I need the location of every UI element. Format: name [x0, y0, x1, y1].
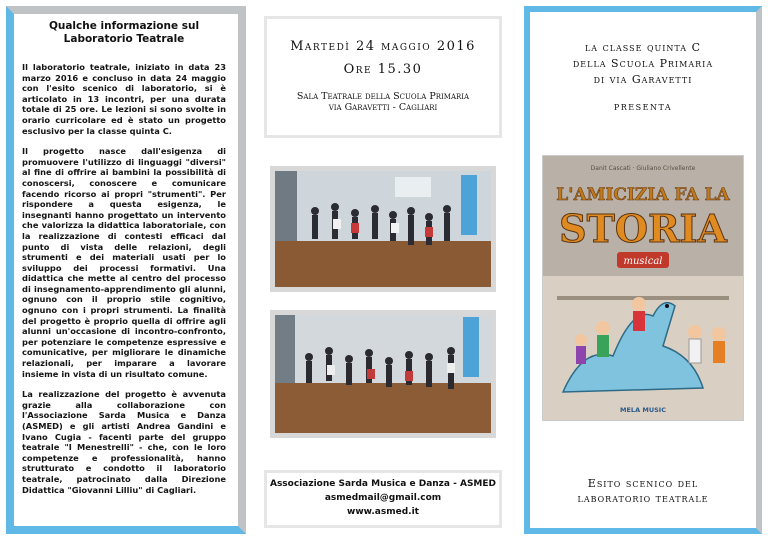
right-panel	[524, 6, 762, 534]
presenter-class: la classe quinta C della Scuola Primaria di via Garavetti	[572, 41, 714, 86]
contact-box	[264, 470, 502, 528]
paragraph-project: Il progetto nasce dall'esigenza di promuovere l'utilizzo di linguaggi "diversi" al fine di offrire ai bambini la possibilità di conoscersi, conoscere e comunicare facendo ricorso ai propri "strumenti". Per rispondere a questa esigenza, le insegnanti hanno progettato un intervento che valorizza la didattica laboratoriale, con la realizzazione di contesti efficaci dal punto di vista delle relazioni, degli strumenti e dei materiali usati per lo sviluppo dei processi formativi. Una didattica che mette al centro del processo di insegnamento-apprendimento gli alunni, ognuno con il proprio stile cognitivo, ognuno con i propri strumenti. La finalità del progetto è proprio quella di offrire agli alunni un'occasione di incontro-confronto, per potenziare le competenze espressive e comunicative, per migliorare le dinamiche relazionali, per imparare a lavorare insieme in vista di un risultato comune.	[22, 146, 226, 379]
cover-title-line2: STORIA	[559, 206, 727, 251]
workshop-photo-1-image	[275, 171, 491, 287]
workshop-photo-2-image	[275, 315, 491, 433]
left-title: Qualche informazione sul Laboratorio Teatrale	[48, 20, 200, 45]
cover-authors: Danit Cascati · Giuliano Crivellente	[590, 165, 696, 172]
esito-scenico-label: Esito scenico del laboratorio teatrale	[577, 477, 709, 505]
left-panel-content	[22, 20, 226, 505]
right-panel-content	[530, 12, 756, 505]
cover-subtitle: musical	[623, 256, 663, 267]
workshop-photo-2	[270, 310, 496, 438]
event-info-box	[264, 16, 502, 138]
contact-email: asmedmail@gmail.com	[324, 493, 442, 503]
event-venue: Sala Teatrale della Scuola Primaria via Garavetti - Cagliari	[296, 91, 470, 113]
workshop-photo-1	[270, 166, 496, 292]
paragraph-collaboration: La realizzazione del progetto è avvenuta grazie alla collaborazione con l'Associazione Sarda Musica e Danza (ASMED) e gli artisti Andrea Gandini e Ivano Cugia - facenti parte del gruppo teatrale "I Menestrelli" - che, con le loro competenze e professionalità, hanno strutturato e condotto il laboratorio teatrale, patrocinato dalla Direzione Didattica "Giovanni Lilliu" di Cagliari.	[22, 389, 226, 495]
musical-cover-art	[543, 156, 743, 420]
event-date: Martedì 24 maggio 2016	[290, 39, 476, 54]
paragraph-intro: Il laboratorio teatrale, iniziato in data 23 marzo 2016 e concluso in data 24 maggio con l'esito scenico di laboratorio, si è articolato in 13 incontri, per una durata totale di 25 ore. Le lezioni si sono svolte in orario curricolare ed è stato un progetto esclusivo per la classe quinta C.	[22, 62, 226, 136]
cover-publisher: MELA MUSIC	[620, 406, 666, 414]
event-time: Ore 15.30	[343, 62, 423, 77]
musical-cover	[542, 155, 744, 421]
contact-org: Associazione Sarda Musica e Danza - ASMED	[269, 479, 497, 489]
cover-title-line1: L'AMICIZIA FA LA	[556, 185, 730, 205]
presenta-label: presenta	[613, 100, 673, 113]
contact-web: www.asmed.it	[347, 507, 419, 517]
